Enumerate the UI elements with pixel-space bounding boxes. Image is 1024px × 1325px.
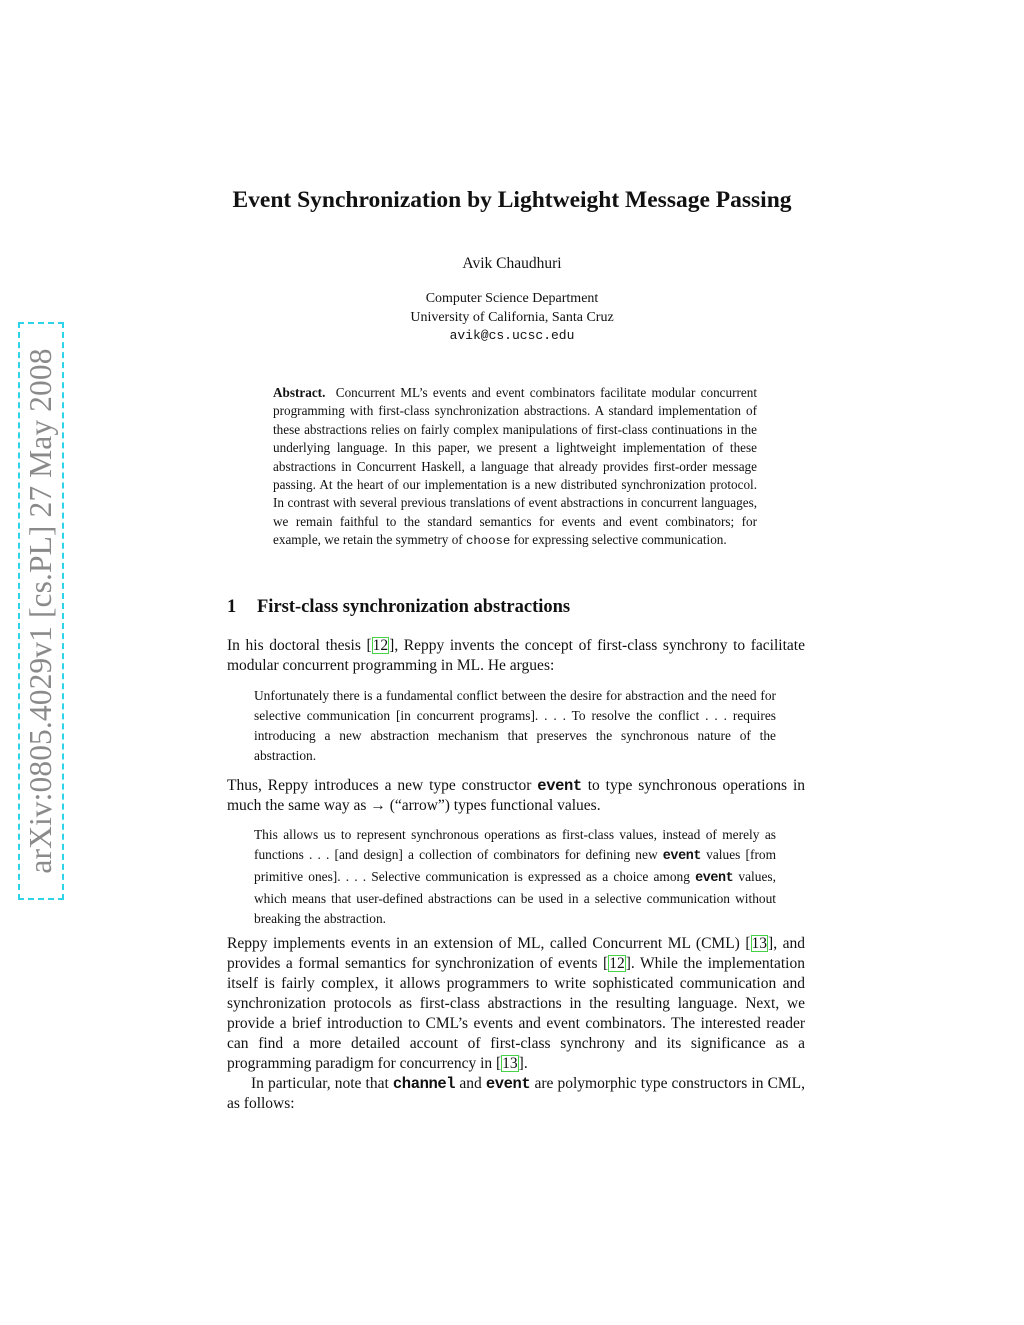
abstract-keyword: choose — [465, 534, 511, 549]
text: are polymorphic type constructors in CML, as follows: — [227, 1075, 806, 1112]
quote-2 — [254, 825, 776, 929]
citation-link[interactable]: 13 — [502, 1055, 518, 1072]
text: Thus, Reppy introduces a new type constructor — [227, 777, 532, 794]
text: values, which means that user-defined abstractions can be used in a selective communication without breaking the abstraction. — [254, 869, 776, 926]
paragraph-2 — [227, 776, 805, 816]
section-number: 1 — [227, 597, 237, 617]
code-channel: channel — [392, 1075, 456, 1093]
text: values [from primitive ones]. . . . Selective communication is expressed as a choice among — [254, 847, 777, 884]
abstract-text-end: for expressing selective communication. — [513, 532, 727, 548]
text: and — [459, 1075, 482, 1092]
text: ], and provides a formal semantics for synchronization of events [ — [227, 935, 805, 972]
paper-title: Event Synchronization by Lightweight Message Passing — [232, 187, 792, 213]
paragraph-1 — [227, 636, 805, 676]
citation-link[interactable]: 13 — [751, 935, 768, 952]
code-event: event — [485, 1075, 531, 1093]
text: This allows us to represent synchronous operations as first-class values, instead of merely as functions . . . [and design] a collection of combinators for defining new — [254, 827, 776, 862]
author-email: avik@cs.ucsc.edu — [449, 328, 575, 343]
abstract — [273, 384, 757, 551]
text: ]. While the implementation itself is fairly complex, it allows programmers to write sophisticated communication and synchronization protocols as first-class abstractions in the resulting language. Next, we provide a brief introduction to CML’s events and event combinators. The interested reader can find a more detailed account of first-class synchrony and its significance as a programming paradigm for concurrency in [ — [227, 955, 805, 1072]
arxiv-stamp — [18, 322, 64, 900]
section-title: First-class synchronization abstractions — [257, 597, 571, 617]
text: ]. — [518, 1055, 528, 1072]
text: Reppy implements events in an extension of ML, called Concurrent ML (CML) [ — [227, 935, 751, 952]
author-name: Avik Chaudhuri — [462, 255, 562, 272]
quote-1: Unfortunately there is a fundamental conflict between the desire for abstraction and the need for selective communication [in concurrent programs]. . . . To resolve the conflict . . . requires introducing a new abstraction mechanism that preserves the synchronous nature of the abstraction. — [254, 688, 776, 763]
university: University of California, Santa Cruz — [410, 309, 614, 325]
department: Computer Science Department — [425, 291, 599, 306]
text: to type synchronous operations in much the same way as → (“arrow”) types functional values. — [227, 777, 806, 814]
paragraph-3 — [227, 934, 805, 1074]
section-heading — [227, 597, 570, 618]
arxiv-identifier: arXiv:0805.4029v1 [cs.PL] 27 May 2008 — [23, 348, 58, 874]
citation-link[interactable]: 12 — [609, 955, 625, 972]
code-event: event — [662, 849, 701, 864]
text: ], Reppy invents the concept of first-class synchrony to facilitate modular concurrent programming in ML. He argues: — [227, 637, 805, 674]
code-event: event — [537, 777, 582, 795]
text: In his doctoral thesis [ — [227, 637, 372, 654]
abstract-label: Abstract. — [273, 385, 326, 400]
affiliation — [0, 290, 1024, 346]
code-event: event — [695, 871, 734, 886]
text: In particular, note that — [251, 1075, 389, 1092]
paragraph-4 — [227, 1074, 805, 1114]
citation-link[interactable]: 12 — [372, 637, 389, 654]
abstract-text: Concurrent ML’s events and event combinators facilitate modular concurrent programming with first-class synchronization abstractions. A standard implementation of these abstractions relies on fairly complex manipulations of first-class continuations in the underlying language. In this paper, we present a lightweight implementation of these abstractions in Concurrent Haskell, a language that already provides first-order message passing. At the heart of our implementation is a new distributed synchronization protocol. In contrast with several previous translations of event abstractions in concurrent languages, we remain faithful to the standard semantics for events and event combinators; for example, we retain the symmetry of — [273, 385, 758, 548]
